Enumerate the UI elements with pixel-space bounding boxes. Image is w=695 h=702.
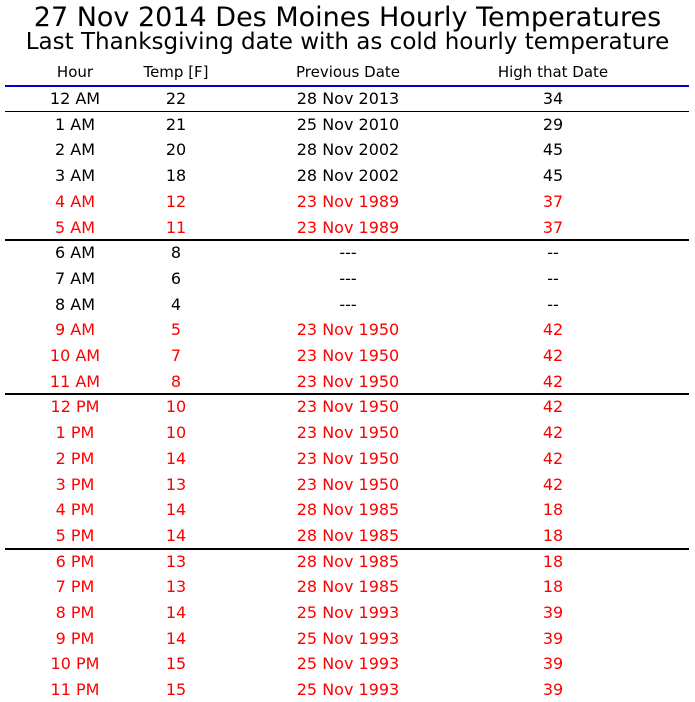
previous-date-cell: 28 Nov 1985 bbox=[296, 577, 400, 597]
table-row bbox=[0, 497, 695, 522]
high-cell: 45 bbox=[542, 166, 564, 186]
hour-cell: 11 AM bbox=[49, 371, 101, 391]
hour-cell: 2 AM bbox=[54, 140, 95, 160]
table-row bbox=[0, 343, 695, 368]
high-cell: 42 bbox=[542, 346, 564, 365]
high-cell: 18 bbox=[542, 525, 564, 545]
table-row bbox=[0, 600, 695, 625]
table-row bbox=[0, 369, 695, 394]
hour-cell: 6 PM bbox=[55, 551, 95, 571]
temp-cell: 14 bbox=[165, 525, 187, 545]
row-group-rule bbox=[5, 548, 689, 550]
column-header-hour: Hour bbox=[56, 63, 94, 81]
table-row bbox=[0, 215, 695, 240]
hour-cell: 7 PM bbox=[55, 577, 95, 597]
temp-cell: 6 bbox=[170, 268, 182, 288]
temp-cell: 5 bbox=[170, 320, 182, 340]
hour-cell: 10 AM bbox=[49, 346, 101, 365]
temp-cell: 21 bbox=[165, 114, 187, 134]
table-row bbox=[0, 163, 695, 188]
row-group-rule bbox=[5, 393, 689, 395]
previous-date-cell: --- bbox=[339, 294, 357, 314]
high-cell: 42 bbox=[542, 371, 564, 391]
hour-cell: 5 AM bbox=[54, 217, 95, 237]
hour-cell: 9 AM bbox=[54, 320, 95, 340]
table-row bbox=[0, 549, 695, 574]
temp-cell: 14 bbox=[165, 628, 187, 648]
previous-date-cell: 28 Nov 1985 bbox=[296, 500, 400, 520]
table-row bbox=[0, 266, 695, 291]
hour-cell: 10 PM bbox=[50, 654, 100, 674]
high-cell: 42 bbox=[542, 474, 564, 494]
temp-cell: 8 bbox=[170, 243, 182, 263]
table-row bbox=[0, 240, 695, 265]
previous-date-cell: --- bbox=[339, 268, 357, 288]
table-row bbox=[0, 574, 695, 599]
hour-cell: 4 AM bbox=[54, 191, 95, 211]
temp-cell: 14 bbox=[165, 603, 187, 622]
previous-date-cell: 25 Nov 1993 bbox=[296, 654, 400, 674]
temp-cell: 10 bbox=[165, 423, 187, 443]
hour-cell: 11 PM bbox=[50, 680, 100, 700]
high-cell: 42 bbox=[542, 320, 564, 340]
temp-cell: 7 bbox=[170, 346, 182, 365]
previous-date-cell: 28 Nov 1985 bbox=[296, 551, 400, 571]
high-cell: 39 bbox=[542, 654, 564, 674]
previous-date-cell: 23 Nov 1950 bbox=[296, 397, 400, 417]
hour-cell: 3 PM bbox=[55, 474, 95, 494]
temp-cell: 8 bbox=[170, 371, 182, 391]
previous-date-cell: --- bbox=[339, 243, 357, 263]
table-row bbox=[0, 112, 695, 137]
high-cell: -- bbox=[547, 268, 559, 288]
table-header bbox=[0, 60, 695, 85]
temp-cell: 10 bbox=[165, 397, 187, 417]
high-cell: 42 bbox=[542, 397, 564, 417]
table-row bbox=[0, 446, 695, 471]
table-row bbox=[0, 472, 695, 497]
temp-cell: 15 bbox=[165, 654, 187, 674]
previous-date-cell: 23 Nov 1950 bbox=[296, 320, 400, 340]
previous-date-cell: 28 Nov 2002 bbox=[296, 140, 400, 160]
previous-date-cell: 23 Nov 1950 bbox=[296, 371, 400, 391]
previous-date-cell: 25 Nov 1993 bbox=[296, 628, 400, 648]
table-row bbox=[0, 394, 695, 419]
table-row bbox=[0, 86, 695, 111]
hour-cell: 6 AM bbox=[54, 243, 95, 263]
previous-date-cell: 28 Nov 1985 bbox=[296, 525, 400, 545]
temp-cell: 18 bbox=[165, 166, 187, 186]
table-row bbox=[0, 523, 695, 548]
hour-cell: 4 PM bbox=[55, 500, 95, 520]
high-cell: 39 bbox=[542, 628, 564, 648]
previous-date-cell: 28 Nov 2013 bbox=[296, 89, 400, 108]
hour-cell: 5 PM bbox=[55, 525, 95, 545]
previous-date-cell: 23 Nov 1950 bbox=[296, 448, 400, 468]
hour-cell: 1 PM bbox=[55, 423, 95, 443]
column-header-high: High that Date bbox=[497, 63, 609, 81]
first-row-rule bbox=[5, 111, 689, 112]
high-cell: 18 bbox=[542, 551, 564, 571]
table-row bbox=[0, 677, 695, 702]
temp-cell: 4 bbox=[170, 294, 182, 314]
table-row bbox=[0, 292, 695, 317]
previous-date-cell: 25 Nov 1993 bbox=[296, 603, 400, 622]
temp-cell: 20 bbox=[165, 140, 187, 160]
temp-cell: 13 bbox=[165, 551, 187, 571]
table-row bbox=[0, 626, 695, 651]
temp-cell: 13 bbox=[165, 474, 187, 494]
high-cell: -- bbox=[547, 243, 559, 263]
table-row bbox=[0, 189, 695, 214]
table-row bbox=[0, 317, 695, 342]
high-cell: 39 bbox=[542, 680, 564, 700]
high-cell: 45 bbox=[542, 140, 564, 160]
column-header-previous-date: Previous Date bbox=[295, 63, 400, 81]
temp-cell: 14 bbox=[165, 448, 187, 468]
temp-cell: 13 bbox=[165, 577, 187, 597]
high-cell: -- bbox=[547, 294, 559, 314]
high-cell: 18 bbox=[542, 500, 564, 520]
high-cell: 29 bbox=[542, 114, 564, 134]
previous-date-cell: 28 Nov 2002 bbox=[296, 166, 400, 186]
high-cell: 18 bbox=[542, 577, 564, 597]
chart-subtitle: Last Thanksgiving date with as cold hourly temperature bbox=[25, 29, 670, 55]
table-row bbox=[0, 137, 695, 162]
previous-date-cell: 23 Nov 1989 bbox=[296, 191, 400, 211]
hour-cell: 12 AM bbox=[49, 89, 101, 108]
high-cell: 42 bbox=[542, 448, 564, 468]
high-cell: 39 bbox=[542, 603, 564, 622]
chart-title: 27 Nov 2014 Des Moines Hourly Temperatures bbox=[33, 2, 662, 33]
previous-date-cell: 23 Nov 1950 bbox=[296, 423, 400, 443]
row-group-rule bbox=[5, 239, 689, 241]
previous-date-cell: 23 Nov 1950 bbox=[296, 474, 400, 494]
column-header-temp: Temp [F] bbox=[143, 63, 209, 81]
temp-cell: 11 bbox=[165, 217, 187, 237]
previous-date-cell: 25 Nov 2010 bbox=[296, 114, 400, 134]
temp-cell: 22 bbox=[165, 89, 187, 108]
previous-date-cell: 23 Nov 1950 bbox=[296, 346, 400, 365]
high-cell: 37 bbox=[542, 191, 564, 211]
table-row bbox=[0, 420, 695, 445]
hour-cell: 12 PM bbox=[50, 397, 100, 417]
hour-cell: 8 PM bbox=[55, 603, 95, 622]
temp-cell: 14 bbox=[165, 500, 187, 520]
high-cell: 37 bbox=[542, 217, 564, 237]
hour-cell: 1 AM bbox=[54, 114, 95, 134]
high-cell: 34 bbox=[542, 89, 564, 108]
previous-date-cell: 23 Nov 1989 bbox=[296, 217, 400, 237]
hour-cell: 9 PM bbox=[55, 628, 95, 648]
high-cell: 42 bbox=[542, 423, 564, 443]
table-row bbox=[0, 651, 695, 676]
hour-cell: 8 AM bbox=[54, 294, 95, 314]
temp-cell: 12 bbox=[165, 191, 187, 211]
hour-cell: 3 AM bbox=[54, 166, 95, 186]
previous-date-cell: 25 Nov 1993 bbox=[296, 680, 400, 700]
temp-cell: 15 bbox=[165, 680, 187, 700]
hour-cell: 2 PM bbox=[55, 448, 95, 468]
hour-cell: 7 AM bbox=[54, 268, 95, 288]
